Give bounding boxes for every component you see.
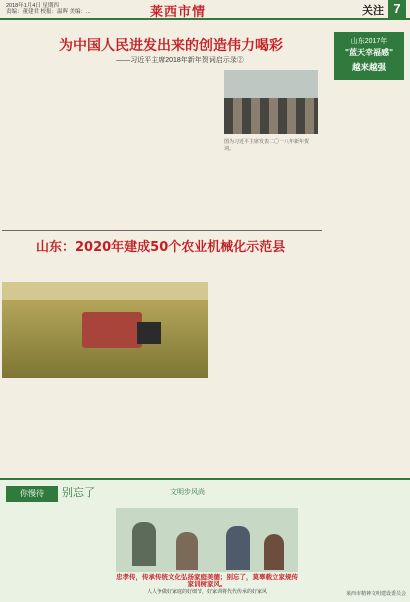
second-article-column-5	[212, 258, 318, 473]
lead-article-column-3	[154, 70, 220, 225]
lead-article-column-4	[224, 148, 318, 228]
section-title: 关注	[362, 4, 384, 17]
lead-article-column-1	[2, 70, 74, 225]
ad-subtitle: 文明步风尚	[170, 489, 205, 496]
harvester-photo-sky	[2, 282, 208, 300]
sidebar-headline-line3: 越来越强	[351, 63, 386, 73]
harvester-machine	[82, 312, 142, 348]
lead-photo-caption: 图为习近平主席发表二〇一八年新年贺词。	[224, 139, 310, 152]
second-article-column-2	[72, 258, 138, 278]
figure-3	[226, 526, 250, 570]
family-illustration	[116, 508, 298, 572]
issue-date: 2018年1月4日 星期四	[6, 3, 59, 9]
public-service-ad	[0, 478, 410, 602]
page-number: 7	[388, 0, 406, 18]
masthead-meta	[6, 3, 91, 15]
section-divider	[2, 230, 322, 231]
sidebar-headline-box	[334, 32, 404, 80]
harvester-cab	[137, 322, 161, 344]
sidebar-headline-line1: 山东2017年	[350, 38, 388, 45]
newspaper-brand: 莱西市情	[150, 5, 207, 20]
lead-photo	[224, 70, 318, 134]
figure-1	[132, 522, 156, 566]
figure-4	[264, 534, 284, 570]
lead-photo-background	[224, 70, 318, 100]
lead-photo-people	[224, 98, 318, 134]
ad-footer: 人人争做好家庭的好细节，好家训将代代传承的好家风	[146, 589, 267, 595]
ad-slogan: 别忘了	[62, 486, 95, 499]
lead-article-column-2	[78, 70, 150, 225]
lead-headline: 为中国人民进发出来的创造伟力喝彩	[59, 38, 283, 54]
editor-line: 责编：董建君 校报：温晖 美编：...	[6, 9, 91, 15]
harvester-photo	[2, 282, 208, 378]
ad-credit: 莱西市精神文明建设委员会	[345, 591, 406, 597]
lead-subhead: ——习近平主席2018年新年贺词启示录②	[116, 57, 244, 64]
sidebar-headline-line2: "蓝天幸福感"	[344, 48, 394, 57]
second-article-column-3	[72, 380, 138, 473]
figure-2	[176, 532, 198, 570]
sidebar-article-column	[330, 86, 406, 474]
ad-banner: 忠孝传，传承传统文化弘扬家庭美德；别忘了，莫辜载立家规传家训树家风。	[116, 573, 298, 588]
page-header	[0, 0, 410, 20]
ad-tag: 你慢待	[6, 486, 58, 502]
second-headline: 山东：2020年建成50个农业机械化示范县	[36, 240, 286, 255]
second-article-column-4	[142, 380, 208, 473]
